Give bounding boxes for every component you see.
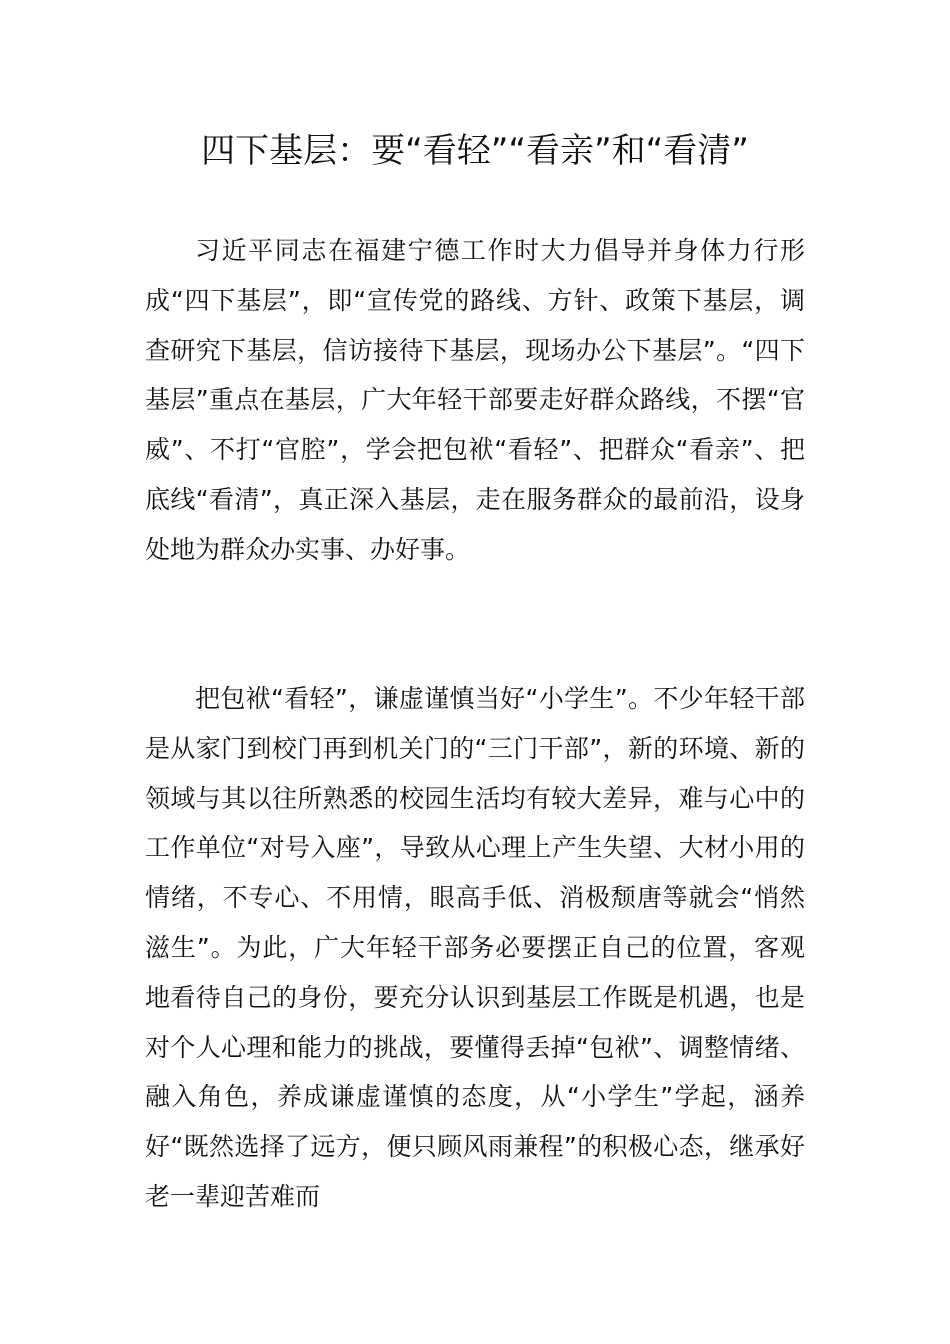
body-paragraph: 把包袱“看轻”，谦虚谨慎当好“小学生”。不少年轻干部是从家门到校门再到机关门的“三门干部”，新的环境、新的领域与其以往所熟悉的校园生活均有较大差异，难与心中的工作单位“对号入座”，导致从心理上产生失望、大材小用的情绪，不专心、不用情，眼高手低、消极颓唐等就会“悄然滋生”。为此，广大年轻干部务必要摆正自己的位置，客观地看待自己的身份，要充分认识到基层工作既是机遇，也是对个人心理和能力的挑战，要懂得丢掉“包袱”、调整情绪、融入角色，养成谦虚谨慎的态度，从“小学生”学起，涵养好“既然选择了远方，便只顾风雨兼程”的积极心态，继承好老一辈迎苦难而 [145,684,805,1211]
document-title: 四下基层：要“看轻”“看亲”和“看清” [201,131,749,171]
body-paragraph: 习近平同志在福建宁德工作时大力倡导并身体力行形成“四下基层”，即“宣传党的路线、方针、政策下基层，调查研究下基层，信访接待下基层，现场办公下基层”。“四下基层”重点在基层，广大年轻干部要走好群众路线，不摆“官威”、不打“官腔”，学会把包袱“看轻”、把群众“看亲”、把底线“看清”，真正深入基层，走在服务群众的最前沿，设身处地为群众办实事、办好事。 [145,236,805,564]
